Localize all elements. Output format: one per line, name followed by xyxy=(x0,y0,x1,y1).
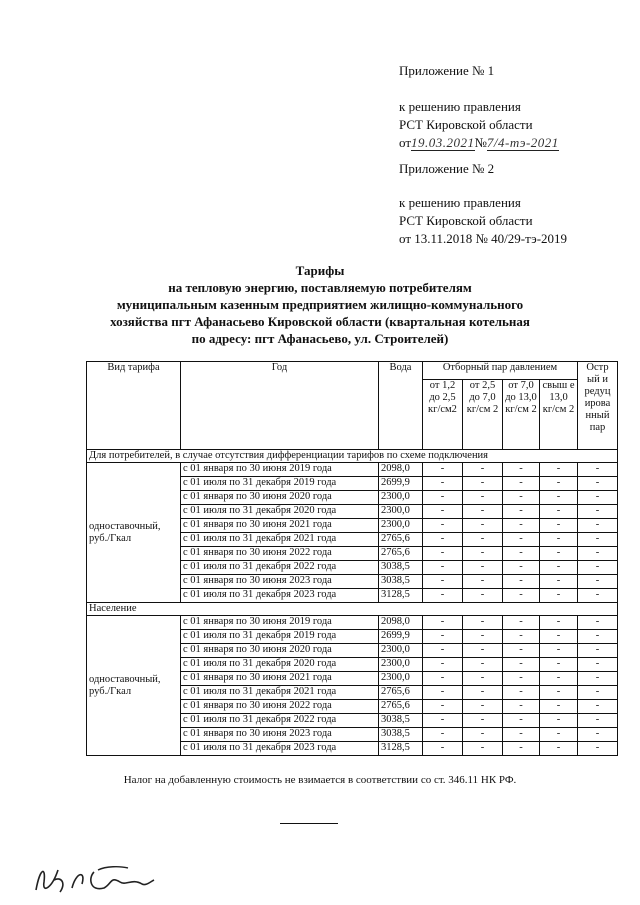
table-row xyxy=(87,463,618,477)
dash-cell: - xyxy=(423,589,463,603)
period-cell: с 01 января по 30 июня 2021 года xyxy=(181,519,379,533)
dash-cell: - xyxy=(463,491,503,505)
dash-cell: - xyxy=(540,672,578,686)
dash-cell: - xyxy=(423,630,463,644)
tariff-type-cell: одноставочный, руб./Гкал xyxy=(87,463,181,603)
table-row xyxy=(87,616,618,630)
dash-cell: - xyxy=(578,491,618,505)
water-value-cell: 2300,0 xyxy=(379,658,423,672)
dash-cell: - xyxy=(578,742,618,756)
dash-cell: - xyxy=(463,575,503,589)
dash-cell: - xyxy=(540,491,578,505)
period-cell: с 01 июля по 31 декабря 2022 года xyxy=(181,561,379,575)
header-tariff-type: Вид тарифа xyxy=(87,362,181,450)
header-year: Год xyxy=(181,362,379,450)
period-cell: с 01 января по 30 июня 2020 года xyxy=(181,644,379,658)
dash-cell: - xyxy=(540,575,578,589)
appendix-2-line1: к решению правления xyxy=(399,195,521,210)
dash-cell: - xyxy=(578,575,618,589)
period-cell: с 01 января по 30 июня 2023 года xyxy=(181,575,379,589)
dash-cell: - xyxy=(503,728,540,742)
water-value-cell: 3038,5 xyxy=(379,728,423,742)
tariff-type-cell: одноставочный, руб./Гкал xyxy=(87,616,181,756)
dash-cell: - xyxy=(578,547,618,561)
dash-cell: - xyxy=(463,672,503,686)
dash-cell: - xyxy=(503,491,540,505)
dash-cell: - xyxy=(423,728,463,742)
section-title: Население xyxy=(87,603,618,616)
title-line-3: муниципальным казенным предприятием жилищно-коммунального xyxy=(116,297,524,312)
water-value-cell: 2300,0 xyxy=(379,672,423,686)
dash-cell: - xyxy=(540,714,578,728)
dash-cell: - xyxy=(463,630,503,644)
dash-cell: - xyxy=(540,477,578,491)
dash-cell: - xyxy=(463,505,503,519)
dash-cell: - xyxy=(540,533,578,547)
dash-cell: - xyxy=(503,575,540,589)
dash-cell: - xyxy=(463,463,503,477)
appendix-1-date-line xyxy=(399,134,559,152)
water-value-cell: 2765,6 xyxy=(379,700,423,714)
dash-cell: - xyxy=(578,630,618,644)
dash-cell: - xyxy=(540,561,578,575)
dash-cell: - xyxy=(463,561,503,575)
dash-cell: - xyxy=(540,630,578,644)
dash-cell: - xyxy=(423,714,463,728)
header-water: Вода xyxy=(379,362,423,450)
title-line-4: хозяйства пгт Афанасьево Кировской области (квартальная котельная xyxy=(110,314,530,329)
water-value-cell: 2098,0 xyxy=(379,463,423,477)
dash-cell: - xyxy=(540,505,578,519)
dash-cell: - xyxy=(423,505,463,519)
period-cell: с 01 января по 30 июня 2023 года xyxy=(181,728,379,742)
dash-cell: - xyxy=(503,463,540,477)
dash-cell: - xyxy=(578,561,618,575)
dash-cell: - xyxy=(503,505,540,519)
divider-line xyxy=(280,823,338,824)
water-value-cell: 2300,0 xyxy=(379,519,423,533)
dash-cell: - xyxy=(540,616,578,630)
dash-cell: - xyxy=(578,519,618,533)
dash-cell: - xyxy=(423,644,463,658)
dash-cell: - xyxy=(423,616,463,630)
appendix-2-title: Приложение № 2 xyxy=(399,161,495,176)
dash-cell: - xyxy=(463,616,503,630)
dash-cell: - xyxy=(503,561,540,575)
title-line-1: Тарифы xyxy=(295,263,345,278)
dash-cell: - xyxy=(423,700,463,714)
dash-cell: - xyxy=(540,700,578,714)
period-cell: с 01 июля по 31 декабря 2023 года xyxy=(181,742,379,756)
period-cell: с 01 июля по 31 декабря 2019 года xyxy=(181,630,379,644)
header-steam: Отборный пар давлением xyxy=(423,362,578,380)
from-label: от xyxy=(399,135,412,150)
dash-cell: - xyxy=(463,519,503,533)
dash-cell: - xyxy=(463,477,503,491)
dash-cell: - xyxy=(463,714,503,728)
period-cell: с 01 января по 30 июня 2021 года xyxy=(181,672,379,686)
period-cell: с 01 июля по 31 декабря 2022 года xyxy=(181,714,379,728)
dash-cell: - xyxy=(578,589,618,603)
water-value-cell: 2765,6 xyxy=(379,533,423,547)
water-value-cell: 2300,0 xyxy=(379,491,423,505)
water-value-cell: 3038,5 xyxy=(379,575,423,589)
dash-cell: - xyxy=(463,547,503,561)
dash-cell: - xyxy=(540,728,578,742)
dash-cell: - xyxy=(578,658,618,672)
dash-cell: - xyxy=(503,700,540,714)
dash-cell: - xyxy=(503,616,540,630)
water-value-cell: 3038,5 xyxy=(379,561,423,575)
dash-cell: - xyxy=(540,547,578,561)
appendix-2-line3: от 13.11.2018 № 40/29-тэ-2019 xyxy=(399,231,568,246)
vat-note: Налог на добавленную стоимость не взимается в соответствии со ст. 346.11 НК РФ. xyxy=(123,774,517,786)
dash-cell: - xyxy=(578,714,618,728)
dash-cell: - xyxy=(423,686,463,700)
dash-cell: - xyxy=(578,463,618,477)
dash-cell: - xyxy=(423,658,463,672)
appendix-1-title: Приложение № 1 xyxy=(399,63,495,78)
dash-cell: - xyxy=(540,463,578,477)
dash-cell: - xyxy=(503,742,540,756)
dash-cell: - xyxy=(540,519,578,533)
dash-cell: - xyxy=(503,477,540,491)
water-value-cell: 2699,9 xyxy=(379,477,423,491)
header-pressure-1: от 1,2 до 2,5 кг/см2 xyxy=(423,380,463,450)
appendix-2-line2: РСТ Кировской области xyxy=(399,213,533,228)
water-value-cell: 2765,6 xyxy=(379,686,423,700)
dash-cell: - xyxy=(503,658,540,672)
water-value-cell: 2098,0 xyxy=(379,616,423,630)
dash-cell: - xyxy=(578,505,618,519)
dash-cell: - xyxy=(463,686,503,700)
dash-cell: - xyxy=(503,630,540,644)
dash-cell: - xyxy=(423,533,463,547)
signature-image xyxy=(32,858,162,898)
period-cell: с 01 июля по 31 декабря 2020 года xyxy=(181,505,379,519)
title-line-2: на тепловую энергию, поставляемую потребителям xyxy=(168,280,472,295)
dash-cell: - xyxy=(578,728,618,742)
dash-cell: - xyxy=(503,644,540,658)
period-cell: с 01 июля по 31 декабря 2020 года xyxy=(181,658,379,672)
period-cell: с 01 июля по 31 декабря 2021 года xyxy=(181,533,379,547)
dash-cell: - xyxy=(578,616,618,630)
dash-cell: - xyxy=(423,575,463,589)
dash-cell: - xyxy=(503,547,540,561)
header-sharp-steam: Остр ый и редуц ирова нный пар xyxy=(578,362,618,450)
dash-cell: - xyxy=(423,519,463,533)
handwritten-number: 7/4-тэ-2021 xyxy=(486,135,559,150)
water-value-cell: 3128,5 xyxy=(379,742,423,756)
title-line-5: по адресу: пгт Афанасьево, ул. Строителей) xyxy=(191,331,449,346)
dash-cell: - xyxy=(423,477,463,491)
water-value-cell: 3038,5 xyxy=(379,714,423,728)
dash-cell: - xyxy=(578,672,618,686)
period-cell: с 01 июля по 31 декабря 2023 года xyxy=(181,589,379,603)
dash-cell: - xyxy=(503,672,540,686)
dash-cell: - xyxy=(503,686,540,700)
document-title xyxy=(40,262,600,347)
dash-cell: - xyxy=(540,658,578,672)
dash-cell: - xyxy=(423,672,463,686)
appendix-1-line2: РСТ Кировской области xyxy=(399,117,533,132)
dash-cell: - xyxy=(503,533,540,547)
appendix-1-header xyxy=(399,62,559,152)
dash-cell: - xyxy=(540,686,578,700)
dash-cell: - xyxy=(463,644,503,658)
dash-cell: - xyxy=(463,728,503,742)
water-value-cell: 2300,0 xyxy=(379,505,423,519)
dash-cell: - xyxy=(540,742,578,756)
tariff-table xyxy=(86,361,618,756)
period-cell: с 01 января по 30 июня 2019 года xyxy=(181,616,379,630)
appendix-2-header xyxy=(399,160,567,248)
dash-cell: - xyxy=(578,533,618,547)
period-cell: с 01 января по 30 июня 2020 года xyxy=(181,491,379,505)
dash-cell: - xyxy=(578,477,618,491)
dash-cell: - xyxy=(463,742,503,756)
dash-cell: - xyxy=(503,519,540,533)
water-value-cell: 2699,9 xyxy=(379,630,423,644)
period-cell: с 01 января по 30 июня 2019 года xyxy=(181,463,379,477)
dash-cell: - xyxy=(578,686,618,700)
dash-cell: - xyxy=(540,644,578,658)
dash-cell: - xyxy=(578,700,618,714)
header-pressure-3: от 7,0 до 13,0 кг/см 2 xyxy=(503,380,540,450)
handwritten-date: 19.03.2021 xyxy=(411,135,475,150)
period-cell: с 01 января по 30 июня 2022 года xyxy=(181,547,379,561)
dash-cell: - xyxy=(463,533,503,547)
dash-cell: - xyxy=(540,589,578,603)
dash-cell: - xyxy=(423,742,463,756)
dash-cell: - xyxy=(423,463,463,477)
dash-cell: - xyxy=(463,658,503,672)
number-sign: № xyxy=(474,135,487,150)
water-value-cell: 2765,6 xyxy=(379,547,423,561)
dash-cell: - xyxy=(423,561,463,575)
period-cell: с 01 января по 30 июня 2022 года xyxy=(181,700,379,714)
header-pressure-2: от 2,5 до 7,0 кг/см 2 xyxy=(463,380,503,450)
dash-cell: - xyxy=(503,589,540,603)
period-cell: с 01 июля по 31 декабря 2021 года xyxy=(181,686,379,700)
dash-cell: - xyxy=(503,714,540,728)
water-value-cell: 2300,0 xyxy=(379,644,423,658)
section-title: Для потребителей, в случае отсутствия дифференциации тарифов по схеме подключения xyxy=(87,450,618,463)
period-cell: с 01 июля по 31 декабря 2019 года xyxy=(181,477,379,491)
header-pressure-4: свыш е 13,0 кг/см 2 xyxy=(540,380,578,450)
dash-cell: - xyxy=(463,589,503,603)
dash-cell: - xyxy=(463,700,503,714)
water-value-cell: 3128,5 xyxy=(379,589,423,603)
dash-cell: - xyxy=(423,491,463,505)
dash-cell: - xyxy=(423,547,463,561)
dash-cell: - xyxy=(578,644,618,658)
appendix-1-line1: к решению правления xyxy=(399,99,521,114)
